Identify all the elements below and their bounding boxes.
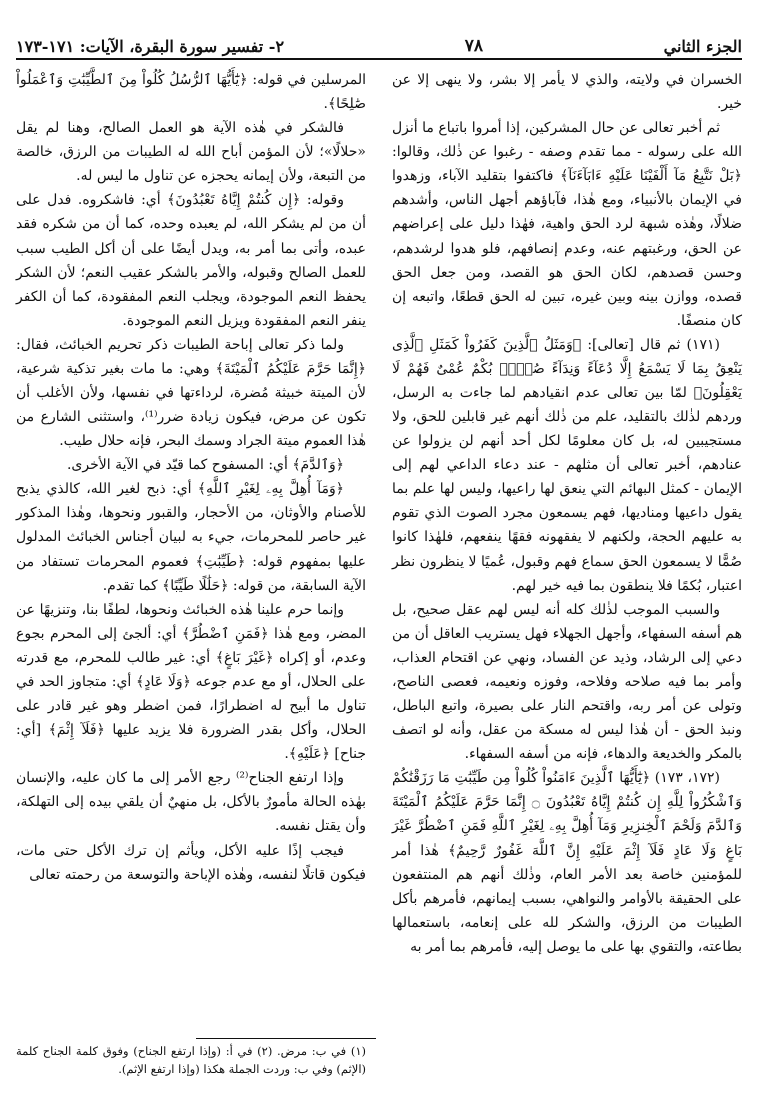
right-column [392, 68, 742, 959]
paragraph: الخسران في ولايته، والذي لا يأمر إلا بشر، ولا ينهى إلا عن خير. [392, 72, 742, 113]
paragraph: فيجب إذًا عليه الأكل، ويأثم إن ترك الأكل حتى مات، فيكون قاتلًا لنفسه، وهٰذه الإباحة والتوسعة من رحمته تعالى [16, 842, 366, 883]
header-section: الجزء الثاني [663, 37, 742, 56]
footnotes [16, 1043, 366, 1079]
paragraph: والسبب الموجب لذٰلك كله أنه ليس لهم عقل صحيح، بل هم أسفه السفهاء، وأجهل الجهلاء فهل يستريب العاقل أن من دعي إلى الرشاد، وذيد عن الفساد، ونهي عن اقتحام العذاب، وأمر بما فيه صلاحه وفلاحه، وفوزه ونعيمه، فعصى الناصح، وتولى عن أمر ربه، واقتحم النار على بصيرة، واتبع الباطل، ونبذ الحق - أن هٰذا ليس له مسكة من عقل، وأنه لو اتصف بالمكر والخديعة والدهاء، فإنه من أسفه السفهاء. [392, 601, 742, 763]
page-number: ٧٨ [464, 36, 483, 56]
left-column [16, 68, 366, 887]
paragraph: ولما ذكر تعالى إباحة الطيبات ذكر تحريم الخبائث، فقال: ﴿إِنَّمَا حَرَّمَ عَلَيْكُمُ ٱلْمَيْتَةَ﴾ وهي: ما مات بغير تذكية شرعية، لأن الميتة خبيثة مُضرة، لرداءتها في نفسها، ولأن الأغلب أن تكون عن مرض، فيكون زيادة ضرر⁽¹⁾، واستثنى الشارع من هٰذا العموم ميتة الجراد وسمك البحر، فإنه حلال طيب. [16, 336, 366, 450]
footnote: (١) في ب: مرض. (٢) في أ: (وإذا ارتفع الجناح) وفوق كلمة الجناح كلمة (الإثم) وفي ب: وردت الجملة هكذا (وإذا ارتفع الإثم). [16, 1044, 366, 1076]
paragraph: وإذا ارتفع الجناح⁽²⁾ رجع الأمر إلى ما كان عليه، والإنسان بهٰذه الحالة مأمورٌ بالأكل، بل منهيٌ أن يلقي بيده إلى التهلكة، وأن يقتل نفسه. [16, 770, 366, 835]
paragraph: (١٧٢، ١٧٣) ﴿يَٰٓأَيُّهَا ٱلَّذِينَ ءَامَنُواْ كُلُواْ مِن طَيِّبَٰتِ مَا رَزَقْنَٰكُمْ وَٱشْكُرُواْ لِلَّهِ إِن كُنتُمْ إِيَّاهُ تَعْبُدُونَ ۝ إِنَّمَا حَرَّمَ عَلَيْكُمُ ٱلْمَيْتَةَ وَٱلدَّمَ وَلَحْمَ ٱلْخِنزِيرِ وَمَآ أُهِلَّ بِهِۦ لِغَيْرِ ٱللَّهِ فَمَنِ ٱضْطُرَّ غَيْرَ بَاغٍ وَلَا عَادٍ فَلَآ إِثْمَ عَلَيْهِ إِنَّ ٱللَّهَ غَفُورٌ رَّحِيمٌ﴾ هٰذا أمر للمؤمنين خاصة بعد الأمر العام، وذٰلك أنهم هم المنتفعون على الحقيقة بالأوامر والنواهي، بسبب إيمانهم، فأمرهم بأكل الطيبات من الرزق، والشكر لله على إنعامه، باستعمالها بطاعته، والتقوي بها على ما يوصل إليه، فأمرهم بما أمر به [392, 770, 742, 955]
paragraph: وقوله: ﴿إِن كُنتُمْ إِيَّاهُ تَعْبُدُونَ﴾ أي: فاشكروه. فدل على أن من لم يشكر الله، لم يعبده وحده، كما أن من شكره فقد عبده، وأتى بما أمر به، ويدل أيضًا على أن أكل الطيب سبب للعمل الصالح وقبوله، والأمر بالشكر عقيب النعم؛ لأن الشكر يحفظ النعم الموجودة، ويجلب النعم المفقودة، كما أن الكفر ينفر النعم المفقودة ويزيل النعم الموجودة. [16, 192, 366, 329]
paragraph: المرسلين في قوله: ﴿يَٰٓأَيُّهَا ٱلرُّسُلُ كُلُواْ مِنَ ٱلطَّيِّبَٰتِ وَٱعْمَلُواْ صَٰلِحًا﴾. [16, 72, 366, 113]
paragraph: ﴿وَمَآ أُهِلَّ بِهِۦ لِغَيْرِ ٱللَّهِ﴾ أي: ذبح لغير الله، كالذي يذبح للأصنام والأوثان، من الأحجار، والقبور ونحوها، وهٰذا المذكور غير حاصر للمحرمات، جيء به لبيان أجناس الخبائث المدلول عليها بمفهوم قوله: ﴿طَيِّبَٰتِ﴾ فعموم المحرمات تستفاد من الآية السابقة، من قوله: ﴿حَلَٰلًا طَيِّبًا﴾ كما تقدم. [16, 481, 366, 594]
paragraph: ﴿وَٱلدَّمَ﴾ أي: المسفوح كما قيّد في الآية الأخرى. [66, 457, 344, 474]
page-header [16, 30, 742, 56]
paragraph: فالشكر في هٰذه الآية هو العمل الصالح، وهنا لم يقل «حلالًا»؛ لأن المؤمن أباح الله له الطيبات من الرزق، خالصة من التبعة، ولأن إيمانه يحجزه عن تناول ما ليس له. [16, 120, 366, 185]
paragraph: (١٧١) ثم قال [تعالى]: ﴿وَمَثَلُ ٱلَّذِينَ كَفَرُواْ كَمَثَلِ ٱلَّذِى يَنْعِقُ بِمَا لَا يَسْمَعُ إِلَّا دُعَآءً وَنِدَآءً صُمٌّۢ بُكْمٌ عُمْىٌ فَهُمْ لَا يَعْقِلُونَ﴾ لمّا بين تعالى عدم انقيادهم لما جاءت به الرسل، وردهم لذٰلك بالتقليد، علم من ذٰلك أنهم غير قابلين للحق، ولا مستجيبين له، بل كان معلومًا لكل أحد أنهم لن يزولوا عن عنادهم، أخبر تعالى أن مثلهم - عند دعاء الداعي لهم إلى الإيمان - كمثل البهائم التي ينعق لها راعيها، وليس لها علم بما يقول داعيها ومناديها، فهم يسمعون مجرد الصوت الذي تقوم به عليهم الحجة، ولكنهم لا يفقهونه فقهًا ينفعهم، فلهٰذا كانوا صُمًّا لا يسمعون الحق سماع فهم وقبول، عُميًا لا ينظرون نظر اعتبار، بُكمًا فلا ينطقون بما فيه خير لهم. [392, 336, 742, 594]
footnote-rule [196, 1038, 376, 1039]
header-surah: ٢- تفسير سورة البقرة، الآيات: ١٧١-١٧٣ [16, 37, 285, 56]
paragraph: ثم أخبر تعالى عن حال المشركين، إذا أمروا باتباع ما أنزل الله على رسوله - مما تقدم وصفه - رغبوا عن ذٰلك، وقالوا: ﴿بَلْ نَتَّبِعُ مَآ أَلْفَيْنَا عَلَيْهِ ءَابَآءَنَآ﴾ فاكتفوا بتقليد الآباء، وزهدوا في الإيمان بالأنبياء، ومع هٰذا، فآباؤهم أجهل الناس، وأشدهم ضلالًا، وهٰذه شبهة لرد الحق واهية، فهٰذا دليل على إعراضهم عن الحق، ورغبتهم عنه، وعدم إنصافهم، فلو هدوا لرشدهم، وحسن قصدهم، لكان الحق هو القصد، ومن جعل الحق قصده، ووازن بينه وبين غيره، تبين له الحق قطعًا، واتبعه إن كان منصفًا. [392, 120, 742, 329]
paragraph: وإنما حرم علينا هٰذه الخبائث ونحوها، لطفًا بنا، وتنزيهًا عن المضر، ومع هٰذا ﴿فَمَنِ ٱضْطُرَّ﴾ أي: ألجئ إلى المحرم بجوع وعدم، أو إكراه ﴿غَيْرَ بَاغٍ﴾ أي: غير طالب للمحرم، مع قدرته على الحلال، أو مع عدم جوعه ﴿وَلَا عَادٍ﴾ أي: متجاوز الحد في تناول ما أبيح له اضطرارًا، فمن اضطر وهو غير قادر على الحلال، وأكل بقدر الضرورة فلا يزيد عليها ﴿فَلَآ إِثْمَ﴾ [أي: جناح] ﴿عَلَيْهِ﴾. [16, 601, 366, 763]
header-rule [16, 58, 742, 60]
